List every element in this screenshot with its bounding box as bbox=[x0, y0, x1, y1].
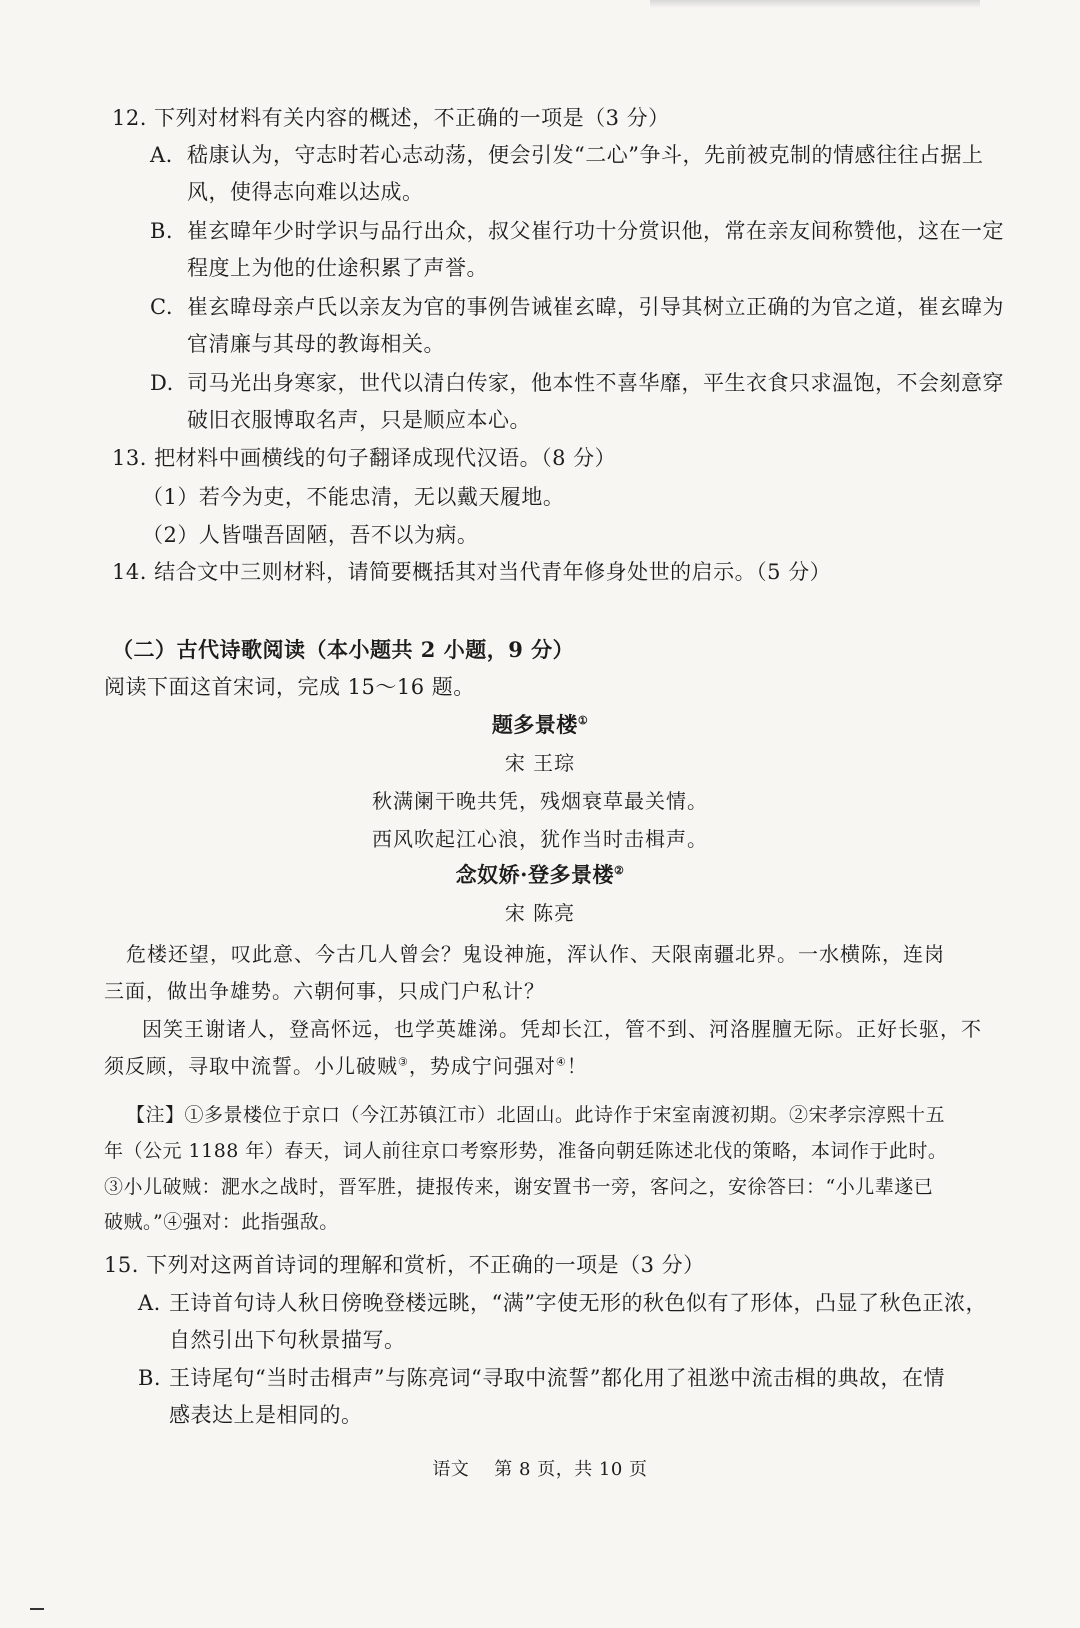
q12-option-a-line2: 风，使得志向难以达成。 bbox=[187, 180, 424, 204]
q15-option-b-line2: 感表达上是相同的。 bbox=[169, 1403, 363, 1427]
poem2-note-mark-3: ③ bbox=[398, 1055, 409, 1069]
poem2-line-4-start: 须反顾，寻取中流誓。小儿破贼 bbox=[104, 1054, 398, 1078]
poem1-title-text: 题多景楼 bbox=[491, 712, 578, 737]
q12-option-c-line1: 崔玄暐母亲卢氏以亲友为官的事例告诫崔玄暐，引导其树立正确的为官之道，崔玄暐为 bbox=[187, 295, 1004, 319]
poem2-note-mark-4: ④ bbox=[555, 1055, 567, 1069]
poem2-line-4-end: ！ bbox=[566, 1054, 588, 1078]
poem2-line-4 bbox=[104, 1051, 588, 1081]
q12-option-c-letter: C. bbox=[150, 295, 173, 319]
poem2-title-text: 念奴娇·登多景楼 bbox=[455, 862, 614, 887]
poem2-line-4-mid: ，势成宁问强对 bbox=[408, 1054, 556, 1078]
notes-line-4: 破贼。”④强对：此指强敌。 bbox=[104, 1211, 339, 1233]
q12-option-d-letter: D. bbox=[150, 371, 174, 395]
section2-heading: （二）古代诗歌阅读（本小题共 2 小题，9 分） bbox=[112, 637, 575, 662]
q12-option-d-line2: 破旧衣服博取名声，只是顺应本心。 bbox=[187, 408, 531, 432]
notes-line-3: ③小儿破贼：淝水之战时，晋军胜，捷报传来，谢安置书一旁，客问之，安徐答曰：“小儿辈遂已 bbox=[104, 1176, 934, 1198]
poem1-line-2: 西风吹起江心浪，犹作当时击楫声。 bbox=[372, 827, 708, 851]
section2-intro: 阅读下面这首宋词，完成 15～16 题。 bbox=[104, 675, 475, 699]
q15-option-b-letter: B. bbox=[138, 1366, 162, 1390]
q12-option-b-line1: 崔玄暐年少时学识与品行出众，叔父崔行功十分赏识他，常在亲友间称赞他，这在一定 bbox=[187, 219, 1004, 243]
scan-smudge bbox=[650, 0, 980, 8]
q12-option-a-line1: 嵇康认为，守志时若心志动荡，便会引发“二心”争斗，先前被克制的情感往往占据上 bbox=[187, 143, 984, 167]
q12-stem: 12. 下列对材料有关内容的概述，不正确的一项是（3 分） bbox=[112, 106, 670, 130]
poem2-line-2: 三面，做出争雄势。六朝何事，只成门户私计？ bbox=[104, 979, 545, 1003]
notes-line-1: 【注】①多景楼位于京口（今江苏镇江市）北固山。此诗作于宋室南渡初期。②宋孝宗淳熙十五 bbox=[126, 1104, 946, 1126]
q15-option-a-line1: 王诗首句诗人秋日傍晚登楼远眺，“满”字使无形的秋色似有了形体，凸显了秋色正浓， bbox=[169, 1291, 987, 1315]
poem2-author: 宋 陈亮 bbox=[504, 901, 576, 925]
poem1-note-mark: ① bbox=[577, 714, 589, 727]
q12-option-c-line2: 官清廉与其母的教诲相关。 bbox=[187, 332, 445, 356]
q12-option-a-letter: A. bbox=[150, 143, 173, 167]
poem1-author: 宋 王琮 bbox=[504, 751, 576, 775]
q15-option-a-letter: A. bbox=[138, 1291, 161, 1315]
q12-option-b-letter: B. bbox=[150, 219, 174, 243]
page-footer: 语文 第 8 页，共 10 页 bbox=[432, 1459, 648, 1480]
poem1-line-1: 秋满阑干晚共凭，残烟衰草最关情。 bbox=[372, 789, 708, 813]
poem2-line-1: 危楼还望，叹此意、今古几人曾会？鬼设神施，浑认作、天限南疆北界。一水横陈，连岗 bbox=[126, 942, 945, 966]
q13-item-2: （2）人皆嗤吾固陋，吾不以为病。 bbox=[142, 523, 479, 547]
notes-line-2: 年（公元 1188 年）春天，词人前往京口考察形势，准备向朝廷陈述北伐的策略，本词作于此时。 bbox=[104, 1140, 948, 1162]
corner-mark bbox=[30, 1608, 44, 1610]
q14-stem: 14. 结合文中三则材料，请简要概括其对当代青年修身处世的启示。（5 分） bbox=[112, 560, 832, 584]
poem2-line-3: 因笑王谢诸人，登高怀远，也学英雄涕。凭却长江，管不到、河洛腥膻无际。正好长驱，不 bbox=[142, 1017, 982, 1041]
q15-option-b-line1: 王诗尾句“当时击楫声”与陈亮词“寻取中流誓”都化用了祖逖中流击楫的典故，在情 bbox=[169, 1366, 945, 1390]
poem2-title bbox=[0, 860, 1080, 890]
q12-option-d-line1: 司马光出身寒家，世代以清白传家，他本性不喜华靡，平生衣食只求温饱，不会刻意穿 bbox=[187, 371, 1004, 395]
q15-option-a-line2: 自然引出下句秋景描写。 bbox=[169, 1328, 406, 1352]
q13-item-1: （1）若今为吏，不能忠清，无以戴天履地。 bbox=[142, 485, 565, 509]
q12-option-b-line2: 程度上为他的仕途积累了声誉。 bbox=[187, 256, 488, 280]
poem2-note-mark: ② bbox=[613, 864, 625, 877]
q13-stem: 13. 把材料中画横线的句子翻译成现代汉语。（8 分） bbox=[112, 446, 617, 470]
q15-stem: 15. 下列对这两首诗词的理解和赏析，不正确的一项是（3 分） bbox=[104, 1253, 705, 1277]
poem1-title bbox=[0, 710, 1080, 740]
